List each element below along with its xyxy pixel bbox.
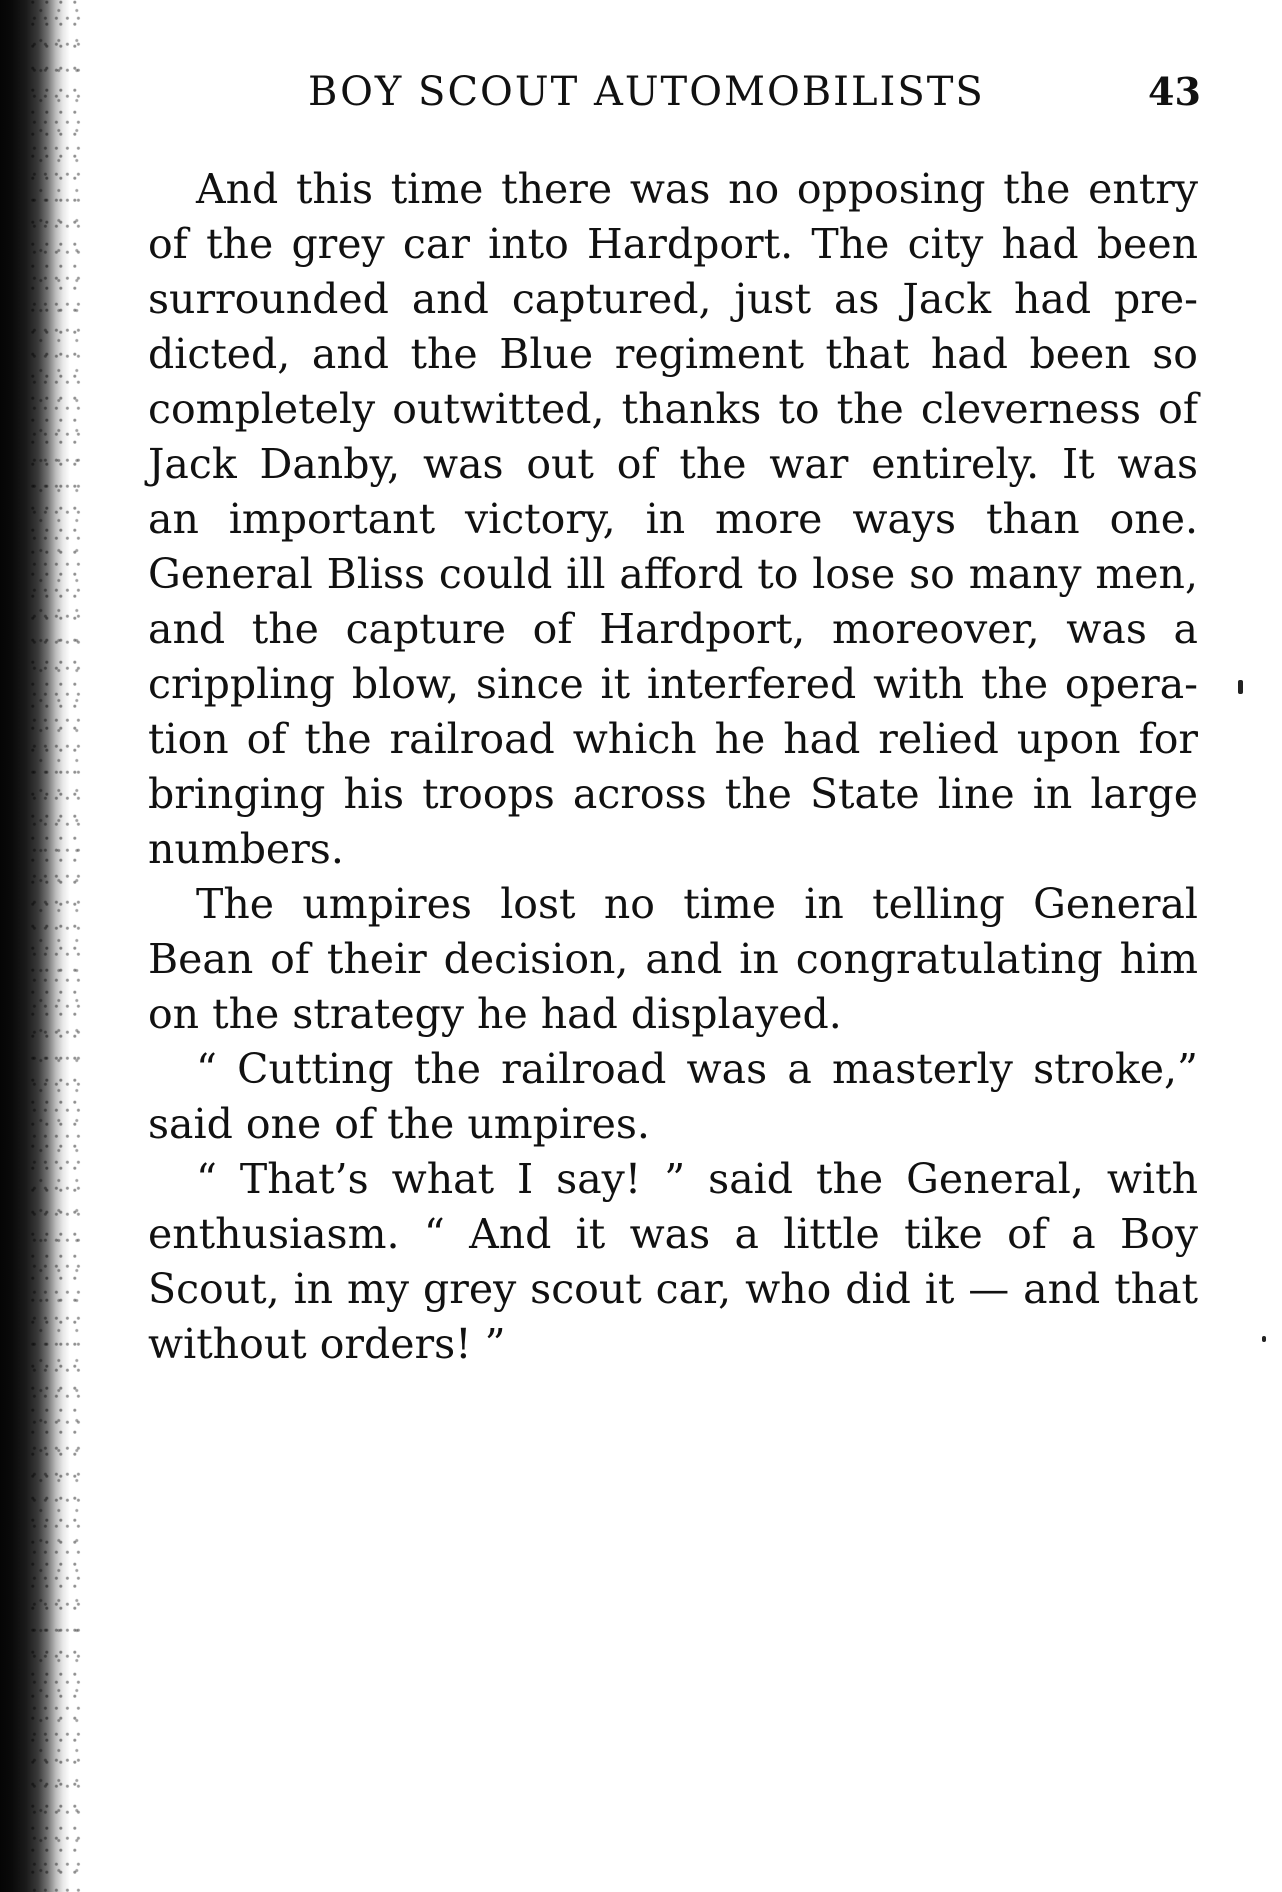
text-line: The umpires lost no time in telling General [196,880,1198,928]
scan-speck [1238,680,1243,694]
text-line: “ That’s what I say! ” said the General, with [196,1155,1198,1203]
text-line: bringing his troops across the State line in large [148,770,1198,818]
paragraph [148,162,1198,877]
text-line: Jack Danby, was out of the war entirely. It was [148,440,1198,488]
text-line: surrounded and captured, just as Jack had pre- [148,275,1198,323]
text-line: without orders! ” [148,1320,506,1368]
text-line: an important victory, in more ways than one. [148,495,1198,543]
text-line: of the grey car into Hardport. The city had been [148,220,1198,268]
running-title: BOY SCOUT AUTOMOBILISTS [308,69,985,115]
paragraph [148,877,1198,1042]
scan-speck [1262,1336,1266,1342]
text-line: And this time there was no opposing the entry [196,165,1198,213]
text-line: Bean of their decision, and in congratulating him [148,935,1198,983]
text-line: said one of the umpires. [148,1100,650,1148]
body-text [148,162,1198,1372]
paragraph [148,1042,1198,1152]
page-number: 43 [1148,69,1201,114]
text-line: on the strategy he had displayed. [148,990,842,1038]
text-line: General Bliss could ill afford to lose so many men, [148,550,1198,598]
text-line: tion of the railroad which he had relied upon for [148,715,1198,763]
text-line: dicted, and the Blue regiment that had been so [148,330,1198,378]
binding-speckle [30,0,85,1892]
paragraph [148,1152,1198,1372]
text-line: crippling blow, since it interfered with the opera- [148,660,1198,708]
text-line: Scout, in my grey scout car, who did it — and that [148,1265,1198,1313]
text-line: “ Cutting the railroad was a masterly stroke,” [196,1045,1198,1093]
text-line: completely outwitted, thanks to the cleverness of [148,385,1198,433]
text-line: and the capture of Hardport, moreover, was a [148,605,1198,653]
text-line: numbers. [148,825,344,873]
text-line: enthusiasm. “ And it was a little tike of a Boy [148,1210,1198,1258]
running-head [0,62,1282,122]
